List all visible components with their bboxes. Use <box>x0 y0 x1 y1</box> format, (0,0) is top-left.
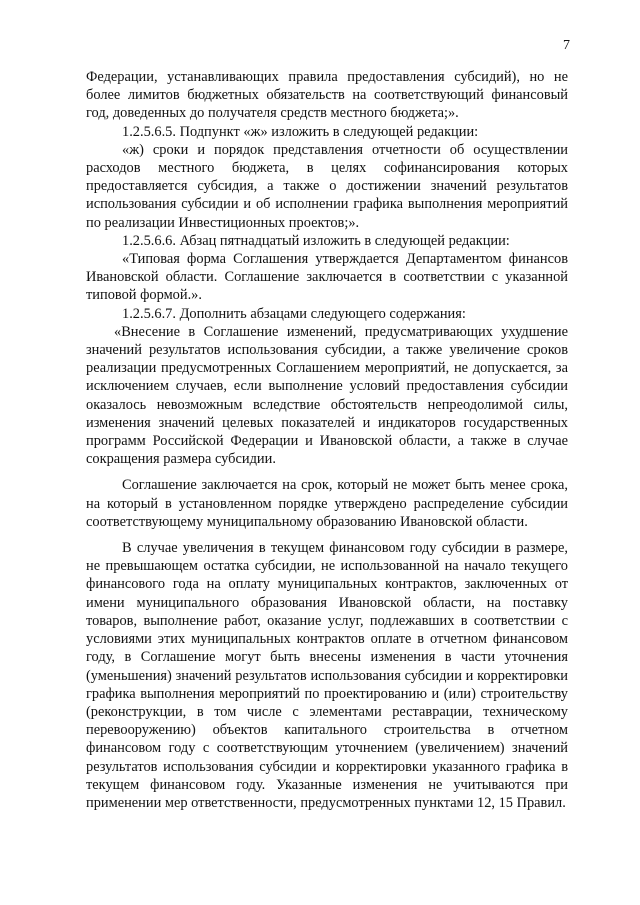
page-number: 7 <box>563 38 570 53</box>
paragraph-continuation: Федерации, устанавливающих правила предоставления субсидий), но не более лимитов бюджетных обязательств на соответствующий финансовый год, доведенных до получателя средств местного бюджета;». <box>86 69 568 122</box>
paragraph-clause-1-2-5-6-5: 1.2.5.6.5. Подпункт «ж» изложить в следующей редакции: <box>122 123 479 140</box>
paragraph-amendments: «Внесение в Соглашение изменений, предусматривающих ухудшение значений результатов использования субсидии, а также увеличение сроков реализации предусмотренных Соглашением мероприятий, не допускается, за исключением случаев, если выполнение условий предоставления субсидии оказалось невозможным вследствие обстоятельств непреодолимой силы, изменения значений целевых показателей и индикаторов государственных программ Российской Федерации и Ивановской области, а также в случае сокращения размера субсидии. <box>86 323 568 468</box>
paragraph-subclause-zh: «ж) сроки и порядок представления отчетности об осуществлении расходов местного бюджета, в целях софинансирования которых предоставляется субсидия, а также о достижении значений результатов использования субсидии и об исполнении графика выполнения мероприятий по реализации Инвестиционных проектов;». <box>86 141 568 231</box>
paragraph-clause-1-2-5-6-6: 1.2.5.6.6. Абзац пятнадцатый изложить в следующей редакции: <box>122 232 510 249</box>
paragraph-agreement-term: Соглашение заключается на срок, который не может быть менее срока, на который в установленном порядке утверждено распределение субсидии соответствующему муниципальному образованию Ивановской области. <box>86 477 568 530</box>
paragraph-subsidy-increase: В случае увеличения в текущем финансовом году субсидии в размере, не превышающем остатка субсидии, не использованной на начало текущего финансового года на оплату муниципальных контрактов, заключенных от имени муниципального образования Ивановской области, на поставку товаров, выполнение работ, оказание услуг, подлежавших в соответствии с условиями этих муниципальных контрактов оплате в отчетном финансовом году, в Соглашение могут быть внесены изменения в части уточнения (уменьшения) значений результатов использования субсидии и корректировки графика выполнения мероприятий по проектированию и (или) строительству (реконструкции, в том числе с элементами реставрации, техническому перевооружению) объектов капитального строительства в отчетном финансовом году с соответствующим уточнением (увеличением) значений результатов использования субсидии и корректировки указанного графика в текущем финансовом году. Указанные изменения не учитываются при применении мер ответственности, предусмотренных пунктами 12, 15 Правил. <box>86 540 568 811</box>
paragraph-typical-form: «Типовая форма Соглашения утверждается Департаментом финансов Ивановской области. Соглашение заключается в соответствии с указанной типовой формой.». <box>86 251 568 304</box>
paragraph-clause-1-2-5-6-7: 1.2.5.6.7. Дополнить абзацами следующего содержания: <box>122 305 466 322</box>
document-body <box>86 68 568 812</box>
